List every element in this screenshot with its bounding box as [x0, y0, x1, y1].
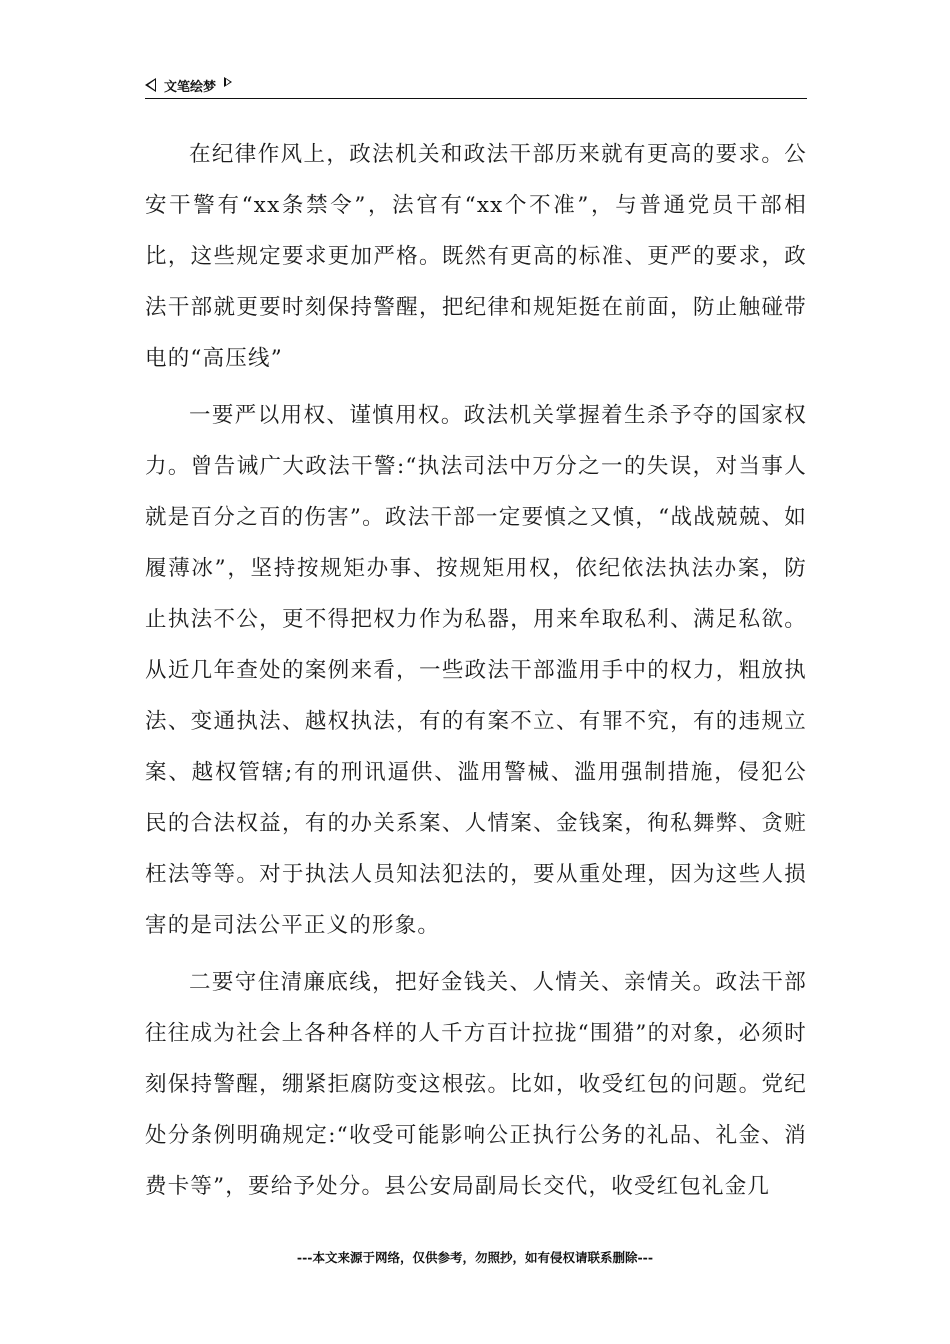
- header-title: 文笔绘梦: [164, 79, 217, 95]
- page-footer: ---本文来源于网络，仅供参考，勿照抄，如有侵权请联系删除---: [296, 1250, 654, 1265]
- page-header: [145, 72, 807, 99]
- document-body: [145, 129, 807, 1212]
- paragraph-3: 二要守住清廉底线，把好金钱关、人情关、亲情关。政法干部往往成为社会上各种各样的人千方百计拉拢“围猎”的对象，必须时刻保持警醒，绷紧拒腐防变这根弦。比如，收受红包的问题。党纪处分条例明确规定:“收受可能影响公正执行公务的礼品、礼金、消费卡等”，要给予处分。县公安局副局长交代，收受红包礼金几: [145, 970, 807, 1199]
- paragraph-1: 在纪律作风上，政法机关和政法干部历来就有更高的要求。公安干警有“xx条禁令”，法官有“xx个不准”，与普通党员干部相比，这些规定要求更加严格。既然有更高的标准、更严的要求，政法干部就更要时刻保持警醒，把纪律和规矩挺在前面，防止触碰带电的“高压线”: [145, 142, 807, 371]
- triangle-right-icon: [224, 77, 232, 87]
- paragraph-2: 一要严以用权、谨慎用权。政法机关掌握着生杀予夺的国家权力。曾告诫广大政法干警:“执法司法中万分之一的失误，对当事人就是百分之百的伤害”。政法干部一定要慎之又慎，“战战兢兢、如履薄冰”，坚持按规矩办事、按规矩用权，依纪依法执法办案，防止执法不公，更不得把权力作为私器，用来牟取私利、满足私欲。从近几年查处的案例来看，一些政法干部滥用手中的权力，粗放执法、变通执法、越权执法，有的有案不立、有罪不究，有的违规立案、越权管辖;有的刑讯逼供、滥用警械、滥用强制措施，侵犯公民的合法权益，有的办关系案、人情案、金钱案，徇私舞弊、贪赃枉法等等。对于执法人员知法犯法的，要从重处理，因为这些人损害的是司法公平正义的形象。: [145, 403, 807, 938]
- triangle-left-icon: [145, 78, 156, 92]
